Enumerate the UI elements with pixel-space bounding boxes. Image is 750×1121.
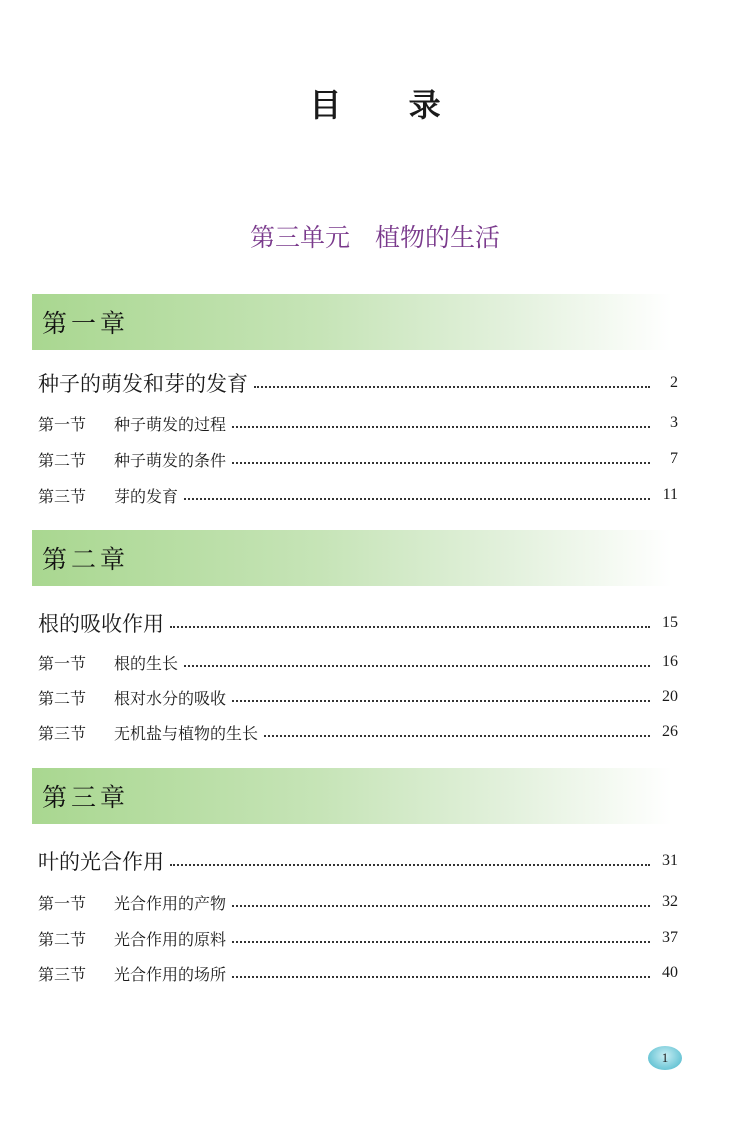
section-title: 根的生长 [114,653,179,673]
section-number: 第一节 [38,893,87,913]
section-page: 40 [662,964,678,981]
dot-leader [184,498,650,500]
section-number: 第二节 [38,450,87,470]
dot-leader [264,735,650,737]
section-page: 11 [662,486,678,503]
dot-leader [232,905,650,907]
section-number: 第三节 [38,964,87,984]
toc-section-entry[interactable] [38,682,678,712]
section-title: 光合作用的产物 [114,893,227,913]
section-page: 16 [662,653,678,670]
dot-leader [232,426,650,428]
dot-leader [170,864,650,866]
section-number: 第二节 [38,929,87,949]
page-title: 目 录 [309,86,469,124]
entry-title: 根的吸收作用 [38,612,164,636]
section-title: 种子萌发的过程 [114,414,227,434]
chapter-label: 第二章 [42,545,130,574]
section-number: 第二节 [38,688,87,708]
toc-main-entry[interactable] [38,846,678,876]
chapter-band-3 [32,768,672,824]
section-number: 第三节 [38,723,87,743]
toc-section-entry[interactable] [38,480,678,510]
dot-leader [232,941,650,943]
section-title: 光合作用的场所 [114,964,227,984]
section-title: 根对水分的吸收 [114,688,227,708]
entry-page: 2 [670,374,678,391]
dot-leader [232,700,650,702]
toc-section-entry[interactable] [38,958,678,988]
section-title: 无机盐与植物的生长 [114,723,259,743]
section-page: 26 [662,723,678,740]
section-page: 37 [662,929,678,946]
section-number: 第一节 [38,653,87,673]
toc-section-entry[interactable] [38,717,678,747]
entry-page: 15 [662,614,678,631]
chapter-label: 第一章 [42,309,130,338]
chapter-band-1 [32,294,672,350]
entry-title: 叶的光合作用 [38,850,164,874]
section-page: 32 [662,893,678,910]
entry-page: 31 [662,852,678,869]
toc-section-entry[interactable] [38,647,678,677]
dot-leader [170,626,650,628]
section-number: 第三节 [38,486,87,506]
page-number-badge: 1 [648,1046,682,1070]
section-title: 光合作用的原料 [114,929,227,949]
entry-title: 种子的萌发和芽的发育 [38,372,248,396]
toc-section-entry[interactable] [38,444,678,474]
section-title: 芽的发育 [114,486,179,506]
toc-section-entry[interactable] [38,887,678,917]
chapter-label: 第三章 [42,783,130,812]
section-page: 7 [670,450,678,467]
toc-main-entry[interactable] [38,608,678,638]
section-number: 第一节 [38,414,87,434]
dot-leader [232,462,650,464]
toc-section-entry[interactable] [38,923,678,953]
dot-leader [232,976,650,978]
unit-title: 第三单元 植物的生活 [249,223,500,252]
section-page: 20 [662,688,678,705]
toc-section-entry[interactable] [38,408,678,438]
dot-leader [254,386,650,388]
dot-leader [184,665,650,667]
section-page: 3 [670,414,678,431]
toc-main-entry[interactable] [38,368,678,398]
chapter-band-2 [32,530,672,586]
section-title: 种子萌发的条件 [114,450,227,470]
